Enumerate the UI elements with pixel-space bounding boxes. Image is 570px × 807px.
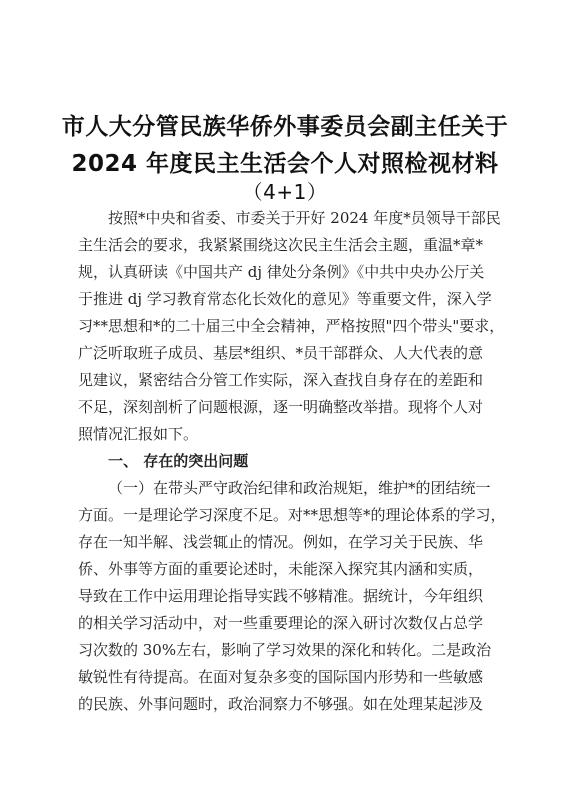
- document-title-line-3: （4+1）: [242, 180, 328, 204]
- intro-line: 于推进 dj 学习教育常态化长效化的意见》等重要文件，深入学: [78, 290, 492, 308]
- section-line: 习次数的 30%左右，影响了学习效果的深化和转化。二是政治: [78, 641, 492, 659]
- section-heading: 一、 存在的突出问题: [108, 452, 249, 470]
- section-line: （一）在带头严守政治纪律和政治规矩，维护*的团结统一: [108, 479, 491, 497]
- intro-line: 习**思想和*的二十届三中全会精神，严格按照"四个带头"要求，: [78, 317, 505, 335]
- intro-line: 主生活会的要求，我紧紧围绕这次民主生活会主题，重温*章*: [78, 236, 484, 254]
- intro-line: 见建议，紧密结合分管工作实际，深入查找自身存在的差距和: [78, 371, 484, 389]
- section-line: 方面。一是理论学习深度不足。对**思想等*的理论体系的学习，: [78, 506, 506, 524]
- intro-paragraph: [78, 205, 508, 718]
- section-line: 存在一知半解、浅尝辄止的情况。例如，在学习关于民族、华: [78, 533, 484, 551]
- section-line: 敏锐性有待提高。在面对复杂多变的国际国内形势和一些敏感: [78, 668, 484, 686]
- intro-line: 照情况汇报如下。: [78, 425, 199, 443]
- section-line: 导致在工作中运用理论指导实践不够精准。据统计，今年组织: [78, 587, 484, 605]
- document-title-line-1: 市人大分管民族华侨外事委员会副主任关于: [61, 114, 509, 140]
- section-line: 的相关学习活动中，对一些重要理论的深入研讨次数仅占总学: [78, 614, 484, 632]
- intro-line: 广泛听取班子成员、基层*组织、*员干部群众、人大代表的意: [78, 344, 484, 362]
- document-title-line-2: 2024 年度民主生活会个人对照检视材料: [71, 151, 499, 177]
- section-line: 的民族、外事问题时，政治洞察力不够强。如在处理某起涉及: [78, 695, 484, 713]
- intro-line: 按照*中央和省委、市委关于开好 2024 年度*员领导干部民: [108, 209, 501, 227]
- section-line: 侨、外事等方面的重要论述时，未能深入探究其内涵和实质，: [78, 560, 484, 578]
- intro-line: 不足，深刻剖析了问题根源，逐一明确整改举措。现将个人对: [78, 398, 484, 416]
- intro-line: 规，认真研读《中国共产 dj 律处分条例》《中共中央办公厅关: [78, 263, 485, 281]
